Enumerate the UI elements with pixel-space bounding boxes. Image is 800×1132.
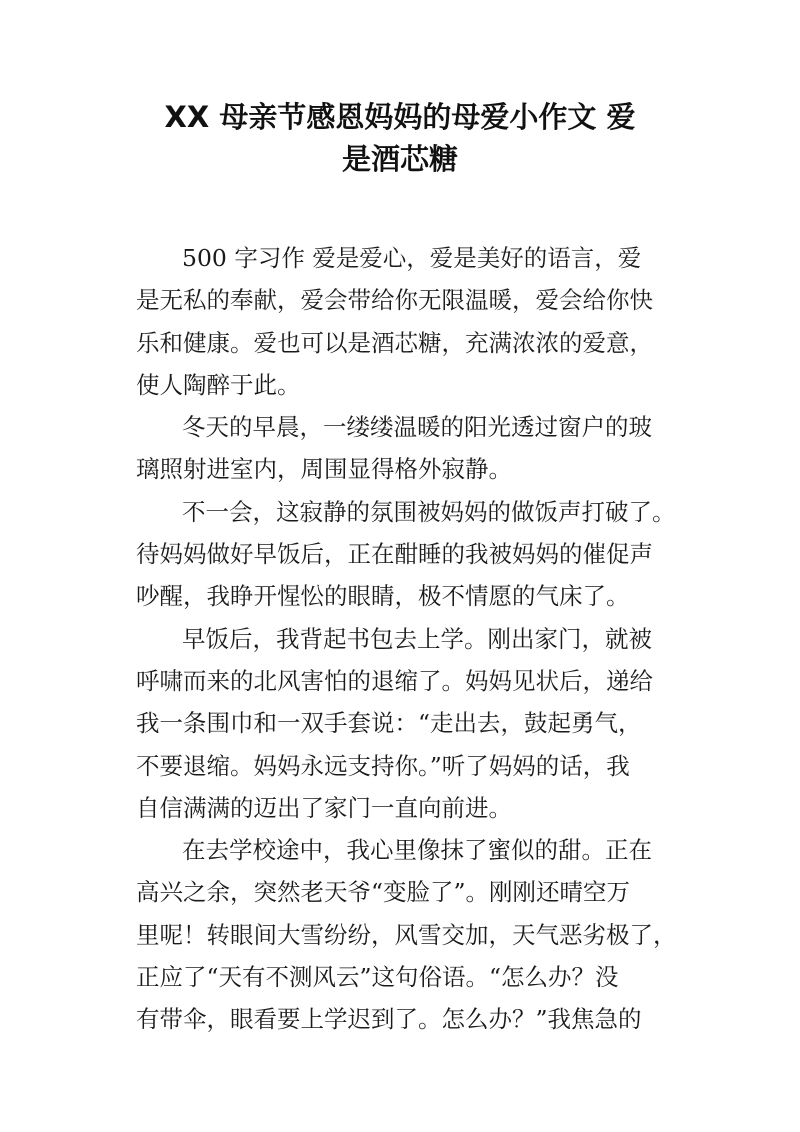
text-line: 高兴之余，突然老天爷“变脸了”。刚刚还晴空万 xyxy=(136,878,631,907)
title-line-2: 是酒芯糖 xyxy=(341,142,458,176)
text-line: 待妈妈做好早饭后，正在酣睡的我被妈妈的催促声 xyxy=(136,540,653,569)
text-line: 正应了“天有不测风云”这句俗语。“怎么办？没 xyxy=(136,963,619,992)
text-line: 自信满满的迈出了家门一直向前进。 xyxy=(136,793,512,822)
text-line: 是无私的奉献，爱会带给你无限温暖，爱会给你快 xyxy=(136,286,653,315)
text-line: 呼啸而来的北风害怕的退缩了。妈妈见状后，递给 xyxy=(136,666,653,695)
text-line: 使人陶醉于此。 xyxy=(136,370,301,399)
text-line: 不要退缩。妈妈永远支持你。”听了妈妈的话，我 xyxy=(136,751,630,780)
document-title xyxy=(100,96,700,180)
title-line-1: XX 母亲节感恩妈妈的母爱小作文 爱 xyxy=(164,100,636,134)
text-line: 500 字习作 爱是爱心，爱是美好的语言，爱 xyxy=(182,244,642,272)
text-line: 我一条围巾和一双手套说：“走出去，鼓起勇气， xyxy=(136,709,642,738)
text-line: 吵醒，我睁开惺忪的眼睛，极不情愿的气床了。 xyxy=(136,582,630,611)
text-line: 有带伞，眼看要上学迟到了。怎么办？”我焦急的 xyxy=(136,1005,642,1034)
text-line: 早饭后，我背起书包去上学。刚出家门，就被 xyxy=(182,624,652,653)
document-body xyxy=(136,237,676,1041)
text-line: 乐和健康。爱也可以是酒芯糖，充满浓浓的爱意， xyxy=(136,328,653,357)
text-line: 冬天的早晨，一缕缕温暖的阳光透过窗户的玻 xyxy=(182,413,652,442)
text-line: 璃照射进室内，周围显得格外寂静。 xyxy=(136,455,512,484)
text-line: 在去学校途中，我心里像抹了蜜似的甜。正在 xyxy=(182,836,652,865)
text-line: 里呢！转眼间大雪纷纷，风雪交加，天气恶劣极了， xyxy=(136,920,677,949)
text-line: 不一会，这寂静的氛围被妈妈的做饭声打破了。 xyxy=(182,497,676,526)
